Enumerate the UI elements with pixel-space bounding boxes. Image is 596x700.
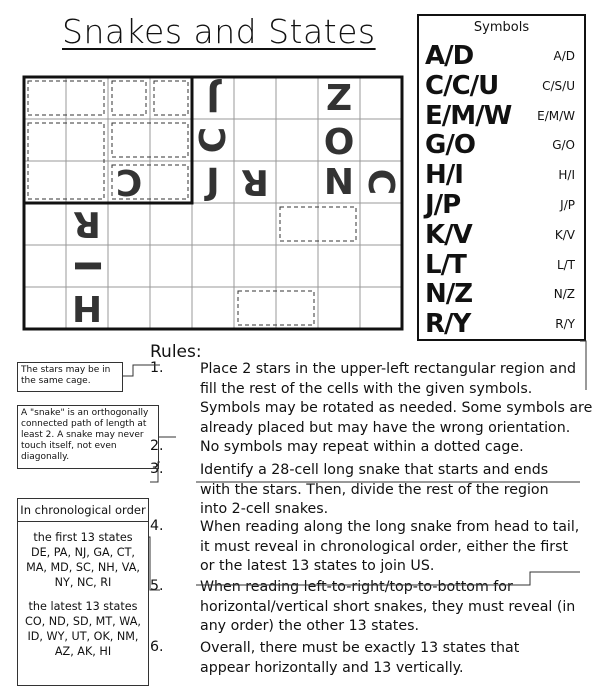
symbol-label: H/I (558, 168, 575, 183)
symbol-label: A/D (553, 49, 575, 63)
rule-text-line: Symbols may be rotated as needed. Some symbols are (200, 400, 593, 417)
latest-states-line: AZ, AK, HI (54, 645, 112, 658)
symbol-glyphs: A/D (425, 41, 474, 71)
rule-text-line: it must reveal in chronological order, either the first (200, 538, 569, 555)
given-symbol: I (66, 259, 107, 273)
symbol-label: K/V (554, 227, 575, 242)
given-symbol: Z (325, 78, 353, 119)
first-states-line: NY, NC, RI (54, 576, 112, 589)
symbol-label: R/Y (555, 317, 575, 332)
rule-text-line: Identify a 28-cell long snake that starts and ends (200, 462, 549, 478)
latest-states-label: the latest 13 states (28, 600, 138, 613)
given-symbol: J (206, 77, 220, 118)
given-symbol: O (323, 119, 355, 160)
chrono-heading: In chronological order (20, 503, 146, 517)
latest-states-line: CO, ND, SD, MT, WA, (25, 615, 141, 628)
rule-text-line: into 2-cell snakes. (200, 501, 329, 518)
given-symbol: C (193, 126, 234, 154)
given-symbol: R (241, 161, 269, 202)
first-states-label: the first 13 states (33, 531, 133, 544)
rule-text-line: Place 2 stars in the upper-left rectangular region and (200, 361, 576, 377)
rule-text-line: No symbols may repeat within a dotted cage. (200, 439, 524, 455)
rule-text-line: appear horizontally and 13 vertically. (200, 659, 464, 676)
note-stars: The stars may be in the same cage. (17, 362, 123, 392)
symbol-glyphs: K/V (425, 219, 472, 250)
first-states-line: DE, PA, NJ, GA, CT, (30, 546, 135, 559)
rule-number: 2. (150, 438, 164, 454)
symbol-glyphs: L/T (425, 249, 466, 280)
given-symbol: C (115, 161, 143, 202)
rule-text-line: with the stars. Then, divide the rest of the region (200, 481, 549, 498)
given-symbol: R (73, 203, 101, 244)
given-symbol: H (71, 287, 103, 328)
first-states-line: MA, MD, SC, NH, VA, (26, 561, 140, 574)
symbol-label: N/Z (553, 287, 575, 302)
rules-heading: Rules: (150, 342, 202, 362)
symbol-label: C/S/U (542, 78, 575, 93)
symbol-glyphs: J/P (425, 190, 461, 220)
symbol-glyphs: G/O (425, 130, 475, 161)
latest-states-line: ID, WY, UT, OK, NM, (27, 630, 139, 643)
rule-text-line: any order) the other 13 states. (200, 618, 419, 635)
symbol-glyphs: N/Z (425, 279, 473, 310)
rule-text-line: Overall, there must be exactly 13 states that (200, 640, 520, 656)
rule-number: 5. (150, 578, 164, 594)
symbol-glyphs: C/C/U (425, 70, 499, 101)
rule-text-line: When reading left-to-right/top-to-bottom for (200, 579, 513, 595)
symbol-label: L/T (556, 257, 575, 272)
rule-text-line: fill the rest of the cells with the given symbols. (200, 380, 533, 397)
rule-number: 4. (150, 518, 164, 534)
rule-number: 3. (150, 461, 164, 477)
symbols-heading: Symbols (473, 20, 530, 35)
rule-number: 1. (150, 360, 164, 376)
note-snake-definition: A "snake" is an orthogonally connected path of length at least 2. A snake may never touch itself, not even diagonally. (17, 405, 159, 469)
page-title: Snakes and States (62, 12, 376, 51)
symbol-glyphs: H/I (425, 160, 463, 191)
symbol-glyphs: E/M/W (425, 100, 512, 131)
rule-text-line: or the latest 13 states to join US. (200, 558, 435, 575)
rule-number: 6. (150, 639, 164, 655)
rule-text-line: horizontal/vertical short snakes, they must reveal (in (200, 598, 576, 615)
given-symbol: C (360, 168, 401, 196)
rule-text-line: already placed but may have the wrong orientation. (200, 419, 571, 436)
rule-text-line: When reading along the long snake from head to tail, (200, 519, 580, 535)
given-symbol: J (206, 162, 220, 203)
symbol-label: G/O (552, 138, 575, 153)
given-symbol: N (323, 162, 355, 203)
symbol-glyphs: R/Y (425, 309, 471, 340)
symbol-label: J/P (560, 198, 575, 212)
symbol-label: E/M/W (537, 108, 575, 123)
